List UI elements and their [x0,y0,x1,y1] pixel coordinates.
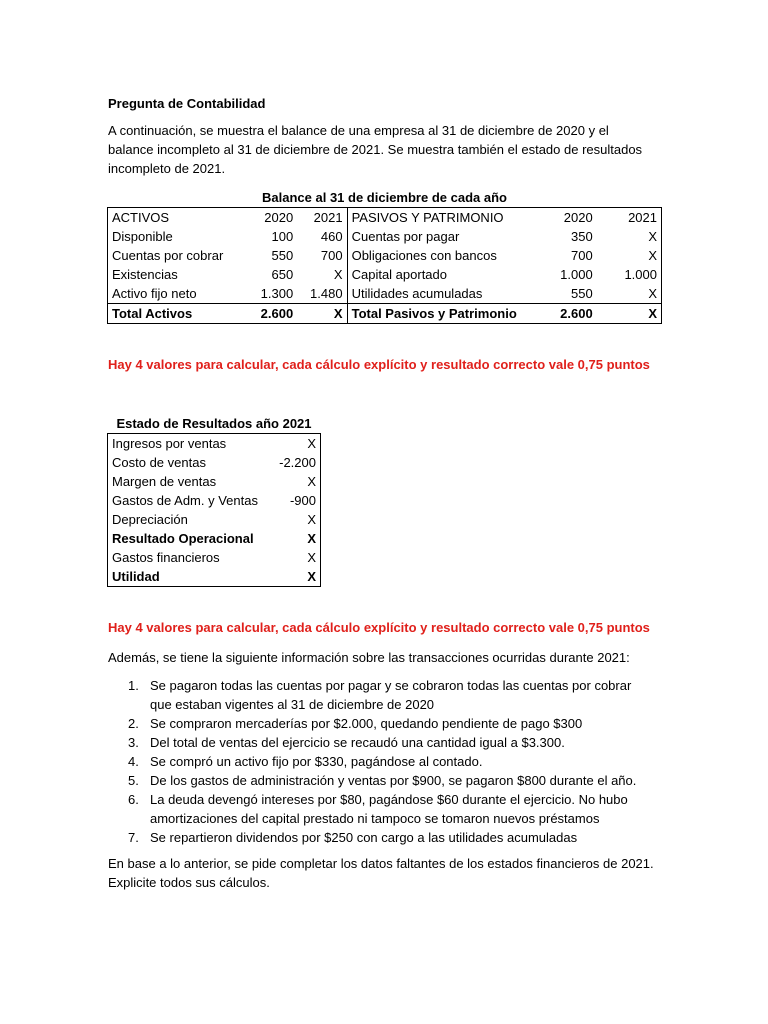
total-pasivos-2020: 2.600 [522,304,597,324]
balance-total-row [108,304,662,324]
balance-caption: Balance al 31 de diciembre de cada año [262,190,507,205]
list-text: Se compraron mercaderías por $2.000, quedando pendiente de pago $300 [150,716,583,731]
balance-header-row [108,208,662,228]
row-label: Resultado Operacional [112,531,254,546]
row-value: X [307,569,316,584]
table-row [108,472,321,491]
resultados-table [107,433,321,587]
row-value: X [307,550,316,565]
table-row [108,491,321,510]
transactions-list [108,676,648,847]
list-number: 3. [128,735,139,750]
row-label: Disponible [112,229,173,244]
row-label: Gastos de Adm. y Ventas [112,493,258,508]
header-pasivos-2020: 2020 [563,210,593,225]
row-value: 700 [297,246,347,265]
row-value: 550 [271,248,294,263]
row-value: 1.000 [624,267,657,282]
list-number: 7. [128,830,139,845]
row-value: X [648,286,657,301]
list-item [108,752,648,771]
list-item [108,790,648,828]
resultados-caption: Estado de Resultados año 2021 [116,416,312,431]
header-pasivos: PASIVOS Y PATRIMONIO [351,210,504,225]
row-label: Gastos financieros [112,550,220,565]
header-pasivos-2021: 2021 [628,210,657,225]
row-label: Ingresos por ventas [112,436,227,451]
table-row [108,548,321,567]
row-label: Cuentas por pagar [351,229,460,244]
list-text: Del total de ventas del ejercicio se recaudó una cantidad igual a $3.300. [150,735,565,750]
table-row [108,246,662,265]
table-row [108,265,662,284]
row-value: -2.200 [279,455,316,470]
list-item [108,771,648,790]
header-activos: ACTIVOS [112,210,170,225]
row-value: X [307,436,316,451]
row-value: 650 [271,267,294,282]
table-row [108,529,321,548]
row-label: Utilidad [112,569,160,584]
header-activos-2021: 2021 [297,208,347,228]
list-item [108,714,648,733]
row-label: Activo fijo neto [112,286,197,301]
list-number: 1. [128,678,139,693]
total-activos-2020: 2.600 [242,304,297,324]
row-label: Cuentas por cobrar [112,248,224,263]
table-row [108,284,662,304]
scoring-note-balance: Hay 4 valores para calcular, cada cálculo explícito y resultado correcto vale 0,75 puntos [108,357,650,372]
row-value: 1.300 [260,286,294,301]
row-value: 550 [571,286,593,301]
row-value: 350 [571,229,593,244]
total-activos-2021: X [297,304,347,324]
list-number: 5. [128,773,139,788]
list-number: 6. [128,792,139,807]
row-value: 100 [271,229,294,244]
row-value: X [307,474,316,489]
row-label: Costo de ventas [112,455,206,470]
additional-info-intro: Además, se tiene la siguiente información sobre las transacciones ocurridas durante 2021: [108,650,630,665]
list-text: Se pagaron todas las cuentas por pagar y se cobraron todas las cuentas por cobrar que estaban vigentes al 31 de diciembre de 2020 [150,678,632,712]
conclusion-paragraph: En base a lo anterior, se pide completar los datos faltantes de los estados financieros de 2021. Explicite todos sus cálculos. [108,856,654,890]
table-row [108,434,321,454]
total-activos-label: Total Activos [108,304,243,324]
row-value: X [648,248,657,263]
row-label: Existencias [112,267,178,282]
list-text: Se compró un activo fijo por $330, pagándose al contado. [150,754,483,769]
row-value: 700 [571,248,593,263]
table-row [108,227,662,246]
table-row [108,453,321,472]
total-pasivos-2021: X [597,304,662,324]
row-value: 1.480 [297,284,347,304]
row-value: -900 [289,493,316,508]
table-row [108,510,321,529]
balance-table [107,207,662,324]
row-label: Margen de ventas [112,474,217,489]
list-item [108,733,648,752]
intro-paragraph: A continuación, se muestra el balance de una empresa al 31 de diciembre de 2020 y el balance incompleto al 31 de diciembre de 2021. Se muestra también el estado de resultados incompleto de 2021. [108,123,643,176]
header-activos-2020: 2020 [264,210,294,225]
row-label: Obligaciones con bancos [351,248,497,263]
row-label: Utilidades acumuladas [351,286,483,301]
list-item [108,676,648,714]
row-value: 460 [297,227,347,246]
list-text: Se repartieron dividendos por $250 con cargo a las utilidades acumuladas [150,830,578,845]
page-title: Pregunta de Contabilidad [108,96,266,111]
list-text: De los gastos de administración y ventas por $900, se pagaron $800 durante el año. [150,773,637,788]
list-item [108,828,648,847]
row-value: X [307,531,316,546]
row-value: X [648,229,657,244]
row-value: 1.000 [560,267,593,282]
row-label: Depreciación [112,512,188,527]
list-text: La deuda devengó intereses por $80, pagándose $60 durante el ejercicio. No hubo amortizaciones del capital prestado ni tampoco se tomaron nuevos préstamos [150,792,628,826]
row-value: X [307,512,316,527]
scoring-note-resultados: Hay 4 valores para calcular, cada cálculo explícito y resultado correcto vale 0,75 puntos [108,620,650,635]
total-pasivos-label: Total Pasivos y Patrimonio [347,304,522,324]
list-number: 2. [128,716,139,731]
row-value: X [297,265,347,284]
list-number: 4. [128,754,139,769]
row-label: Capital aportado [351,267,447,282]
table-row [108,567,321,587]
